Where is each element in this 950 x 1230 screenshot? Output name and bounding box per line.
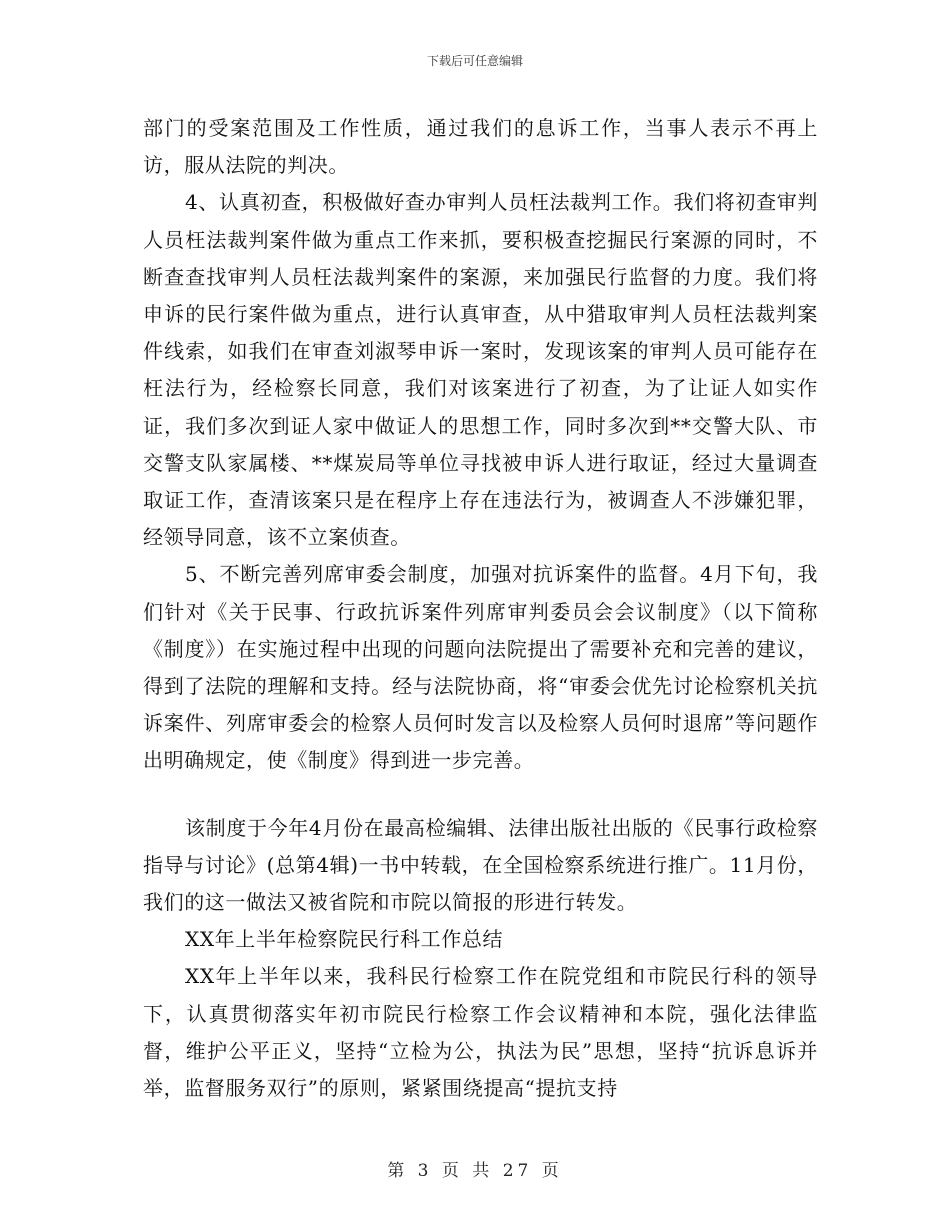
page-header-note: 下载后可任意编辑 xyxy=(426,54,523,68)
paragraph: XX年上半年以来，我科民行检察工作在院党组和市院民行科的领导下，认真贯彻落实年初市院民行检察工作会议精神和本院，强化法律监督，维护公平正义，坚持“立检为公，执法为民”思想，坚持“抗诉息诉并举，监督服务双行”的原则，紧紧围绕提高“提抗支持 xyxy=(143,964,818,1101)
paragraph-gap xyxy=(143,780,818,810)
body-text xyxy=(143,110,818,1107)
paragraph: 4、认真初查，积极做好查办审判人员枉法裁判工作。我们将初查审判人员枉法裁判案件做为重点工作来抓，要积极查挖掘民行案源的同时，不断查查找审判人员枉法裁判案件的案源，来加强民行监督的力度。我们将申诉的民行案件做为重点，进行认真审查，从中猎取审判人员枉法裁判案件线索，如我们在审查刘淑琴申诉一案时，发现该案的审判人员可能存在枉法行为，经检察长同意，我们对该案进行了初查，为了让证人如实作证，我们多次到证人家中做证人的思想工作，同时多次到**交警大队、市交警支队家属楼、**煤炭局等单位寻找被申诉人进行取证，经过大量调查取证工作，查清该案只是在程序上存在违法行为，被调查人不涉嫌犯罪，经领导同意，该不立案侦查。 xyxy=(143,190,818,550)
paragraph: 5、不断完善列席审委会制度，加强对抗诉案件的监督。4月下旬，我们针对《关于民事、行政抗诉案件列席审判委员会会议制度》（以下简称《制度》）在实施过程中出现的问题向法院提出了需要补充和完善的建议，得到了法院的理解和支持。经与法院协商，将“审委会优先讨论检察机关抗诉案件、列席审委会的检察人员何时发言以及检察人员何时退席”等问题作出明确规定，使《制度》得到进一步完善。 xyxy=(143,562,818,773)
section-title: XX年上半年检察院民行科工作总结 xyxy=(185,927,504,952)
page-number: 第 3 页 共 27 页 xyxy=(387,1161,563,1181)
paragraph: 部门的受案范围及工作性质，通过我们的息诉工作，当事人表示不再上访，服从法院的判决。 xyxy=(143,116,818,178)
paragraph: 该制度于今年4月份在最高检编辑、法律出版社出版的《民事行政检察指导与讨论》(总第4辑)一书中转载，在全国检察系统进行推广。11月份，我们的这一做法又被省院和市院以简报的形进行转发。 xyxy=(143,815,818,915)
